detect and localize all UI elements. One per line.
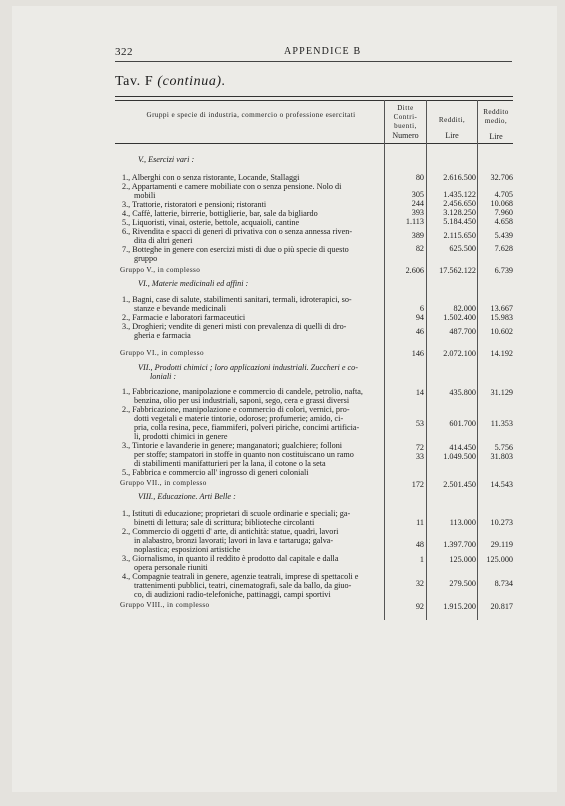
- cell-ditte: 393: [411, 208, 424, 217]
- cell-ditte: 1.113: [405, 217, 424, 226]
- table-row-label: 2., Fabbricazione, manipolazione e commercio di colori, vernici, pro-: [122, 405, 350, 414]
- table-row-label: per stoffe; stampatori in stoffe in quanto non costituiscano un ramo: [134, 450, 354, 459]
- cell-reddito-medio: 13.667: [490, 304, 513, 313]
- cell-reddito-medio: 4.658: [494, 217, 513, 226]
- section-heading: loniali :: [150, 372, 177, 381]
- cell-reddito-medio: 5.756: [494, 443, 513, 452]
- cell-ditte: 244: [411, 199, 424, 208]
- table-row-label: di stabilimenti manifatturieri per la lana, il cotone o la seta: [134, 459, 326, 468]
- table-row-label: binetti di lettura; sale di scrittura; biblioteche circolanti: [134, 518, 315, 527]
- cell-reddito-medio: 8.734: [494, 579, 513, 588]
- table-row-label: pria, colla resina, pece, fiammiferi, polveri piriche, concimi artificia-: [134, 423, 360, 432]
- cell-ditte: 53: [415, 419, 424, 428]
- column-header-ditte: [385, 104, 426, 140]
- table-row-label: 1., Istituti di educazione; proprietari di scuole ordinarie e speciali; ga-: [122, 509, 351, 518]
- cell-ditte: 72: [415, 443, 424, 452]
- cell-ditte: 14: [415, 388, 424, 397]
- table-row-label: 6., Rivendita e spacci di generi di privativa con o senza annessa riven-: [122, 227, 353, 236]
- cell-reddito-medio-total: 20.817: [490, 602, 513, 611]
- redditi-line-2: Lire: [445, 131, 459, 140]
- cell-redditi-total: 2.501.450: [443, 480, 476, 489]
- group-total-label: Gruppo VI., in complesso: [120, 349, 204, 357]
- cell-redditi: 487.700: [449, 327, 476, 336]
- cell-ditte: 305: [411, 190, 424, 199]
- cell-redditi: 1.049.500: [443, 452, 476, 461]
- table-row-label: 3., Trattorie, ristoratori e pensioni; ristoranti: [122, 200, 267, 209]
- cell-ditte: 33: [415, 452, 424, 461]
- section-heading: VI., Materie medicinali ed affini :: [138, 279, 249, 288]
- cell-ditte: 46: [415, 327, 424, 336]
- ditte-line-4: Numero: [392, 131, 419, 140]
- cell-reddito-medio: 15.983: [490, 313, 513, 322]
- cell-redditi: 1.435.122: [443, 190, 476, 199]
- cell-reddito-medio-total: 14.543: [490, 480, 513, 489]
- cell-reddito-medio: 7.960: [494, 208, 513, 217]
- cell-ditte-total: 92: [415, 602, 424, 611]
- cell-ditte: 94: [415, 313, 424, 322]
- table-row-label: 2., Appartamenti e camere mobiliate con o senza pensione. Nolo di: [122, 182, 342, 191]
- cell-ditte-total: 2.606: [405, 266, 424, 275]
- table-row-label: 2., Commercio di oggetti d' arte, di antichità: statue, quadri, lavori: [122, 527, 339, 536]
- section-heading: VII., Prodotti chimici ; loro applicazioni industriali. Zuccheri e co-: [138, 363, 358, 372]
- cell-redditi-total: 1.915.200: [443, 602, 476, 611]
- cell-ditte: 389: [411, 231, 424, 240]
- table-row-label: 3., Droghieri; vendite di generi misti con prevalenza di quelli di dro-: [122, 322, 347, 331]
- header-rule: [115, 61, 512, 62]
- running-title: APPENDICE B: [284, 46, 362, 57]
- group-total-label: Gruppo VIII., in complesso: [120, 601, 210, 609]
- cell-reddito-medio: 31.803: [490, 452, 513, 461]
- cell-redditi: 2.456.650: [443, 199, 476, 208]
- cell-reddito-medio: 125.000: [486, 555, 513, 564]
- cell-reddito-medio: 29.119: [490, 540, 513, 549]
- table-row-label: 7., Botteghe in genere con esercizi misti di due o più specie di questo: [122, 245, 349, 254]
- ditte-line-1: Ditte: [397, 104, 414, 112]
- table-row-label: li, prodotti chimici in genere: [134, 432, 228, 441]
- table-row-label: 4., Compagnie teatrali in genere, agenzie teatrali, imprese di spettacoli e: [122, 572, 359, 581]
- table-row-label: 3., Tintorie e lavanderie in genere; manganatori; gualchiere; folloni: [122, 441, 343, 450]
- column-header-redditi: [427, 116, 477, 140]
- cell-redditi: 414.450: [449, 443, 476, 452]
- table-row-label: 1., Alberghi con o senza ristorante, Locande, Stallaggi: [122, 173, 300, 182]
- cell-reddito-medio: 5.439: [494, 231, 513, 240]
- table-row-label: co, di audizioni radio-telefoniche, pattinaggi, campi sportivi: [134, 590, 331, 599]
- cell-redditi: 3.128.250: [443, 208, 476, 217]
- cell-ditte: 82: [415, 244, 424, 253]
- cell-reddito-medio: 4.705: [494, 190, 513, 199]
- cell-redditi: 1.502.400: [443, 313, 476, 322]
- table-row-label: 1., Fabbricazione, manipolazione e commercio di candele, petrolio, nafta,: [122, 387, 363, 396]
- cell-redditi-total: 2.072.100: [443, 349, 476, 358]
- document-page: [12, 6, 557, 792]
- table-row-label: opera personale riuniti: [134, 563, 208, 572]
- table-row-label: 3., Giornalismo, in quanto il reddito è prodotto dal capitale e dalla: [122, 554, 339, 563]
- table-row-label: 4., Caffè, latterie, birrerie, bottiglierie, bar, sale da bigliardo: [122, 209, 318, 218]
- cell-reddito-medio: 10.068: [490, 199, 513, 208]
- cell-redditi: 2.115.650: [443, 231, 476, 240]
- cell-ditte: 1: [419, 555, 424, 564]
- cell-redditi-total: 17.562.122: [439, 266, 476, 275]
- column-header-categories: Gruppi e specie di industria, commercio o professione esercitati: [146, 111, 356, 119]
- table-title: [115, 74, 226, 90]
- table-row-label: gheria e farmacia: [134, 331, 191, 340]
- cell-reddito-medio: 32.706: [490, 173, 513, 182]
- cell-redditi: 82.000: [453, 304, 476, 313]
- column-header-reddito-medio: [478, 108, 514, 141]
- cell-ditte-total: 172: [411, 480, 424, 489]
- table-row-label: benzina, olio per usi industriali, saponi, sego, cera e grassi diversi: [134, 396, 350, 405]
- table-row-label: 2., Farmacie e laboratori farmaceutici: [122, 313, 246, 322]
- cell-redditi: 435.800: [449, 388, 476, 397]
- table-row-label: in alabastro, bronzi lavorati; lavori in lava e tartaruga; galva-: [134, 536, 334, 545]
- ditte-line-2: Contri-: [393, 113, 418, 121]
- cell-reddito-medio: 10.602: [490, 327, 513, 336]
- table-row-label: stanze e bevande medicinali: [134, 304, 227, 313]
- cell-reddito-medio-total: 14.192: [490, 349, 513, 358]
- cell-redditi: 113.000: [449, 518, 476, 527]
- cell-redditi: 125.000: [449, 555, 476, 564]
- table-row-label: noplastica; esposizioni artistiche: [134, 545, 241, 554]
- group-total-label: Gruppo V., in complesso: [120, 266, 201, 274]
- ditte-line-3: buenti,: [394, 122, 417, 130]
- cell-redditi: 625.500: [449, 244, 476, 253]
- cell-ditte-total: 146: [411, 349, 424, 358]
- table-row-label: 5., Fabbrica e commercio all' ingrosso di generi coloniali: [122, 468, 309, 477]
- cell-redditi: 5.184.450: [443, 217, 476, 226]
- medio-line-1: Reddito: [483, 108, 509, 116]
- table-top-rule: [115, 96, 513, 101]
- cell-ditte: 80: [415, 173, 424, 182]
- cell-ditte: 48: [415, 540, 424, 549]
- cell-ditte: 6: [419, 304, 424, 313]
- table-row-label: 5., Liquoristi, vinai, osterie, bettole, acquaioli, cantine: [122, 218, 300, 227]
- cell-redditi: 279.500: [449, 579, 476, 588]
- cell-ditte: 11: [416, 518, 424, 527]
- table-title-continued: (continua).: [157, 74, 226, 89]
- cell-ditte: 32: [415, 579, 424, 588]
- group-total-label: Gruppo VII., in complesso: [120, 479, 207, 487]
- cell-redditi: 1.397.700: [443, 540, 476, 549]
- medio-line-3: Lire: [489, 132, 503, 141]
- table-row-label: dotti vegetali e materie tintorie, odorose; profumerie; amido, ci-: [134, 414, 344, 423]
- cell-reddito-medio: 10.273: [490, 518, 513, 527]
- redditi-line-1: Redditi,: [438, 116, 466, 124]
- table-title-label: Tav. F: [115, 74, 154, 89]
- table-row-label: trattenimenti pubblici, teatri, cinematografi, sale da ballo, da giuo-: [134, 581, 352, 590]
- cell-reddito-medio: 7.628: [494, 244, 513, 253]
- table-row-label: 1., Bagni, case di salute, stabilimenti sanitari, termali, idroterapici, so-: [122, 295, 352, 304]
- cell-reddito-medio: 31.129: [490, 388, 513, 397]
- cell-redditi: 2.616.500: [443, 173, 476, 182]
- page-number: 322: [115, 46, 133, 58]
- table-header-rule: [115, 143, 513, 144]
- cell-reddito-medio: 11.353: [490, 419, 513, 428]
- section-heading: V., Esercizi vari :: [138, 155, 195, 164]
- table-row-label: mobili: [134, 191, 156, 200]
- table-row-label: gruppo: [134, 254, 158, 263]
- cell-redditi: 601.700: [449, 419, 476, 428]
- table-row-label: dita di altri generi: [134, 236, 193, 245]
- medio-line-2: medio,: [484, 117, 508, 125]
- cell-reddito-medio-total: 6.739: [494, 266, 513, 275]
- section-heading: VIII., Educazione. Arti Belle :: [138, 492, 236, 501]
